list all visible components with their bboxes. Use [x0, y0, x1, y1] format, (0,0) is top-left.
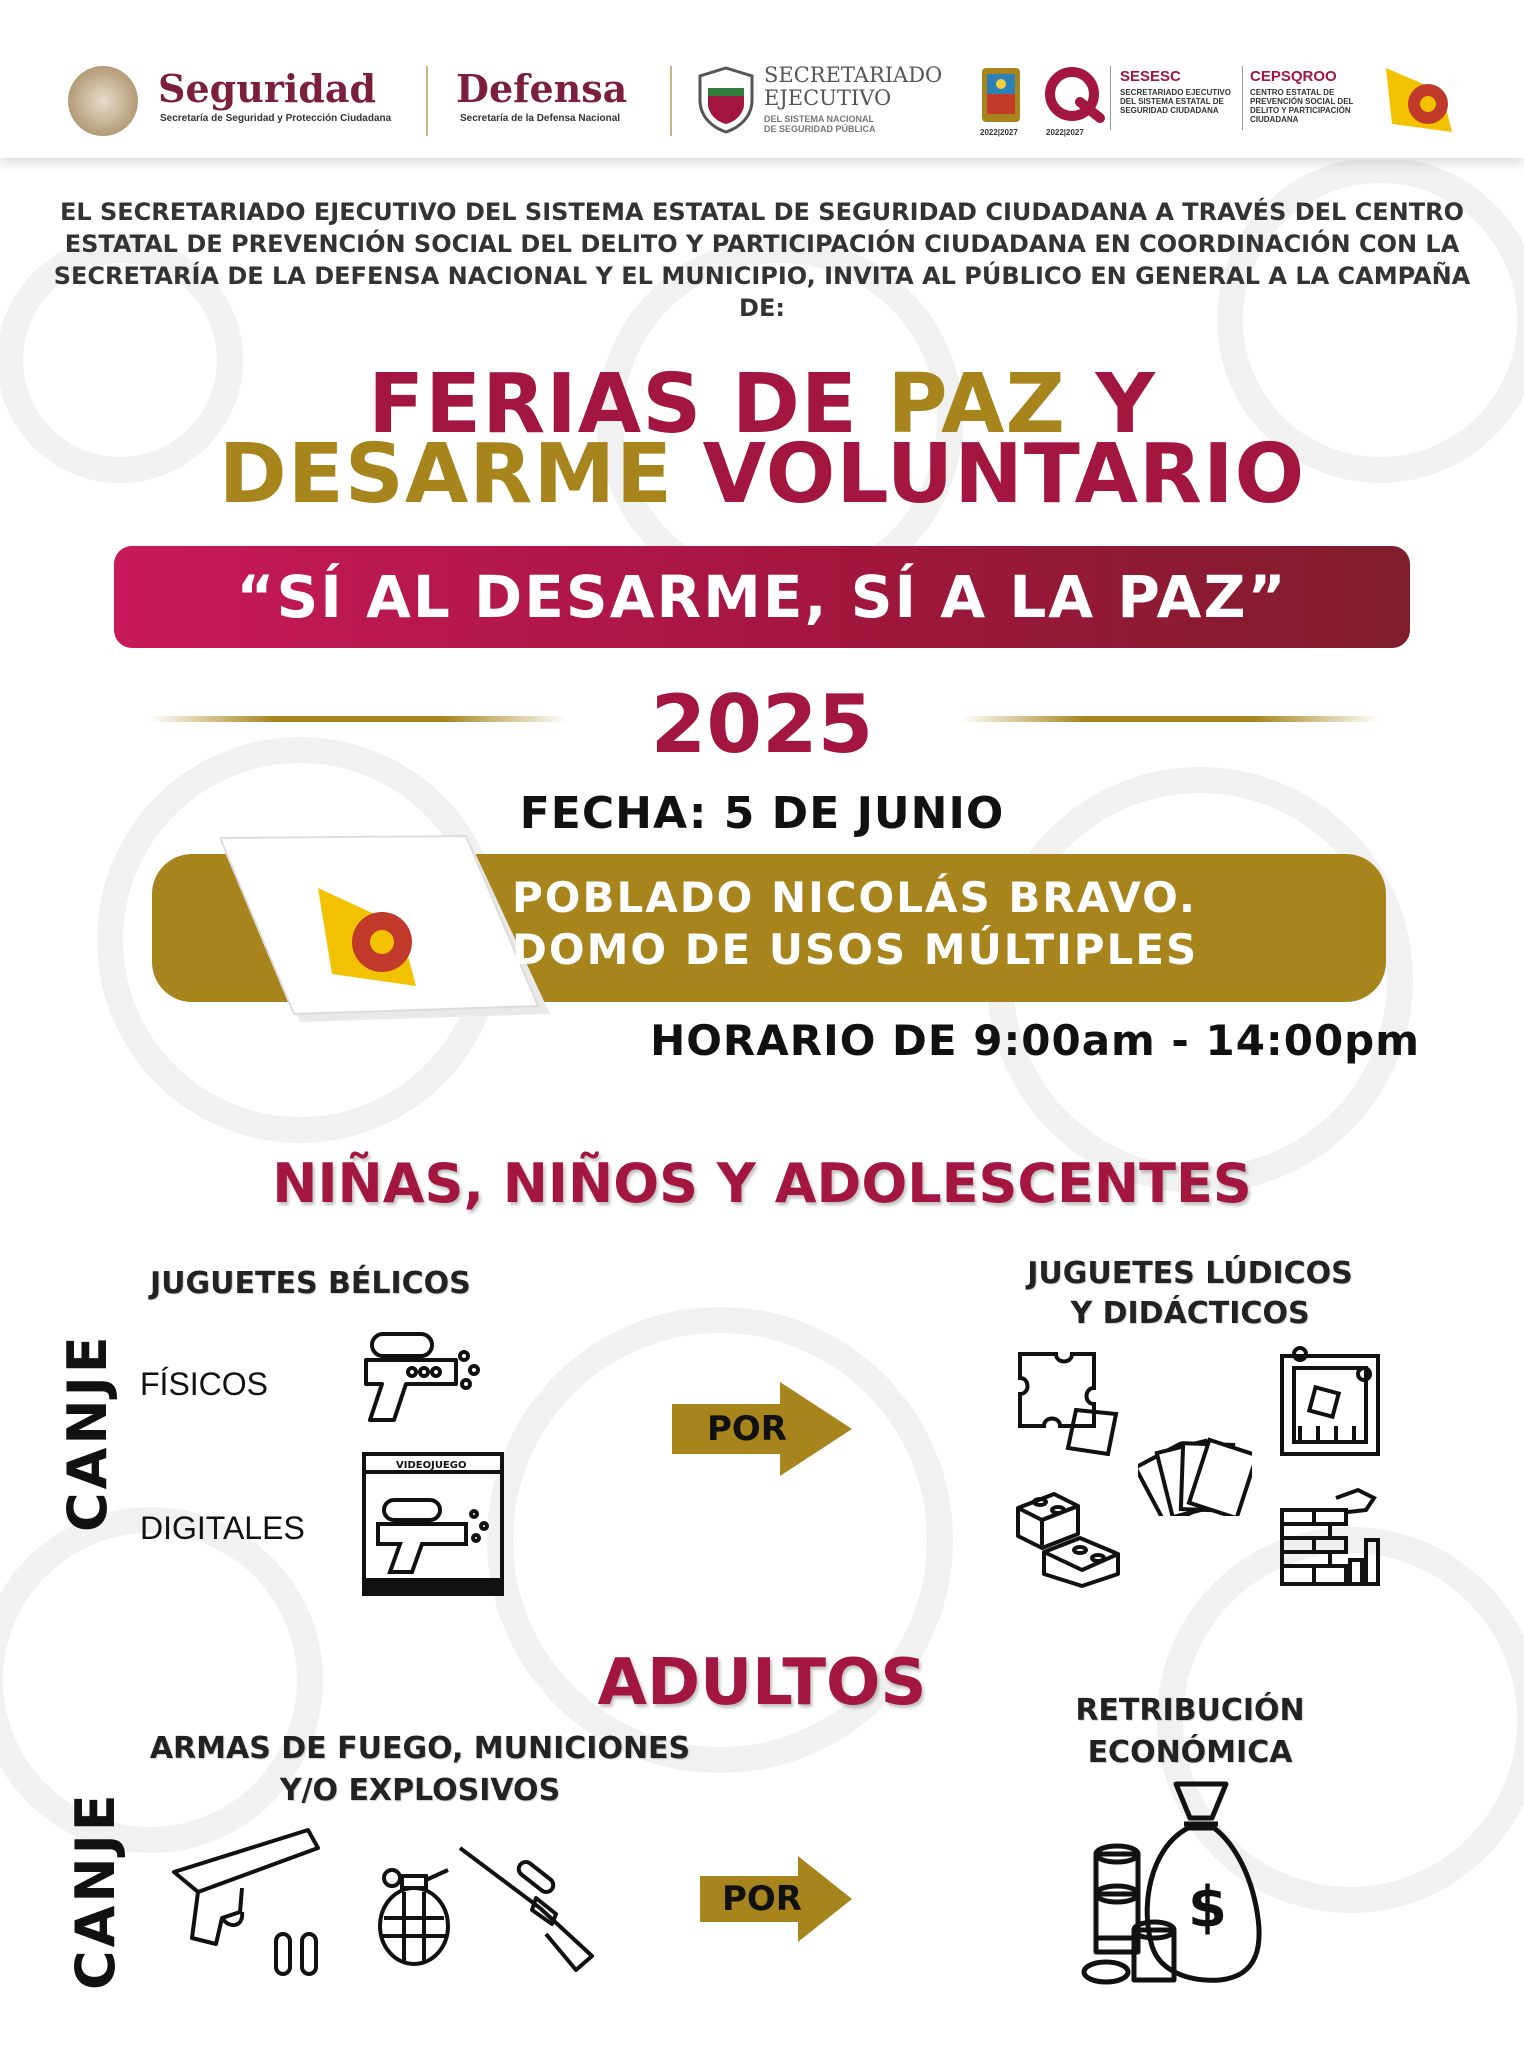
title-part: Y	[1065, 357, 1156, 452]
national-seal-logo	[68, 66, 138, 136]
qroo-q-logo-icon	[1040, 64, 1106, 124]
kids-section-title: NIÑAS, NIÑOS Y ADOLESCENTES	[272, 1152, 1252, 1215]
secretariado-logo-line1: SECRETARIADO	[764, 63, 943, 87]
board-game-icon	[1278, 1346, 1382, 1458]
grenade-icon	[374, 1862, 458, 1968]
state-shield-icon	[980, 66, 1022, 124]
adults-section-title: ADULTOS	[597, 1646, 927, 1720]
header-separator	[1242, 66, 1243, 130]
title-part: PAZ	[887, 357, 1066, 452]
header-separator	[670, 66, 672, 136]
title-part: FERIAS DE	[368, 357, 888, 452]
state-shield-years: 2022|2027	[980, 128, 1018, 137]
defensa-logo-name: Defensa	[456, 66, 628, 111]
jenga-tower-icon	[1278, 1484, 1382, 1588]
qroo-logo-years: 2022|2027	[1046, 128, 1084, 137]
secretariado-logo-sub2: DE SEGURIDAD PÚBLICA	[764, 124, 876, 134]
seguridad-logo-name: Seguridad	[158, 66, 377, 111]
educational-toys-title	[1000, 1254, 1380, 1334]
seguridad-logo-sub: Secretaría de Seguridad y Protección Ciudadana	[160, 113, 392, 124]
cepsqroo-sub: CENTRO ESTATAL DE PREVENCIÓN SOCIAL DEL DELITO Y PARTICIPACIÓN CIUDADANA	[1250, 88, 1354, 124]
firearms-title	[60, 1728, 780, 1812]
digital-label: DIGITALES	[140, 1510, 305, 1546]
money-bag-icon	[1080, 1776, 1266, 1990]
location-line1: POBLADO NICOLÁS BRAVO.	[512, 873, 1197, 922]
firearms-line2: Y/O EXPLOSIVOS	[279, 1773, 561, 1808]
firearms-line1: ARMAS DE FUEGO, MUNICIONES	[149, 1731, 691, 1766]
playing-cards-icon	[1138, 1430, 1252, 1516]
kids-canje-label: CANJE	[56, 1333, 119, 1532]
pistol-icon	[168, 1822, 330, 1982]
sesesc-sub: SECRETARIADO EJECUTIVO DEL SISTEMA ESTATAL DE SEGURIDAD CIUDADANA	[1120, 88, 1231, 115]
secretariado-logo-sub1: DEL SISTEMA NACIONAL	[764, 114, 875, 124]
title-part: DESARME	[218, 427, 674, 522]
event-schedule: HORARIO DE 9:00am - 14:00pm	[650, 1016, 1420, 1065]
rifle-icon	[456, 1838, 596, 1972]
kids-por-arrow	[672, 1382, 852, 1476]
cepsqroo-title: CEPSQROO	[1250, 68, 1337, 85]
war-toys-title: JUGUETES BÉLICOS	[150, 1266, 471, 1301]
sesesc-title: SESESC	[1120, 68, 1181, 85]
ribbon-emblem	[220, 834, 560, 1030]
water-gun-icon	[360, 1326, 486, 1426]
svg-text:$: $	[1188, 1875, 1227, 1940]
intro-text: EL SECRETARIADO EJECUTIVO DEL SISTEMA ESTATAL DE SEGURIDAD CIUDADANA A TRAVÉS DEL CENTRO ESTATAL DE PREVENCIÓN SOCIAL DEL DELITO Y PARTICIPACIÓN CIUDADANA EN COORDINACIÓN CON LA SECRETARÍA DE LA DEFENSA NACIONAL Y EL MUNICIPIO, INVITA AL PÚBLICO EN GENERAL A LA CAMPAÑA DE:	[53, 198, 1471, 322]
header-separator	[426, 66, 428, 136]
slogan-banner: “SÍ AL DESARME, SÍ A LA PAZ”	[114, 546, 1410, 648]
location-line2: DOMO DE USOS MÚLTIPLES	[512, 925, 1199, 974]
physical-label: FÍSICOS	[140, 1366, 269, 1402]
videogame-label: VIDEOJUEGO	[396, 1460, 467, 1471]
cepsqroo-emblem-icon	[1382, 62, 1458, 138]
educational-toys-line1: JUGUETES LÚDICOS	[1027, 1256, 1353, 1291]
event-date: FECHA: 5 DE JUNIO	[519, 788, 1005, 839]
title-part: VOLUNTARIO	[673, 427, 1306, 522]
secretariado-logo-line2: EJECUTIVO	[764, 86, 892, 110]
campaign-title-line2	[0, 427, 1524, 522]
puzzle-icon	[1016, 1350, 1122, 1456]
location-text	[512, 872, 1372, 976]
building-blocks-icon	[1014, 1480, 1122, 1588]
defensa-logo-sub: Secretaría de la Defensa Nacional	[460, 113, 621, 124]
adults-canje-label: CANJE	[64, 1791, 127, 1990]
adults-por-text: POR	[721, 1879, 802, 1919]
kids-por-text: POR	[706, 1409, 787, 1449]
campaign-year: 2025	[650, 678, 874, 771]
adults-por-arrow	[700, 1854, 852, 1944]
header-separator	[1110, 66, 1111, 130]
educational-toys-line2: Y DIDÁCTICOS	[1070, 1296, 1310, 1331]
videogame-screen-icon	[362, 1452, 504, 1596]
shield-logo-icon	[698, 66, 754, 134]
economic-reward-line2: ECONÓMICA	[1087, 1735, 1293, 1770]
economic-reward-line1: RETRIBUCIÓN	[1075, 1693, 1305, 1728]
economic-reward-title	[1000, 1690, 1380, 1774]
